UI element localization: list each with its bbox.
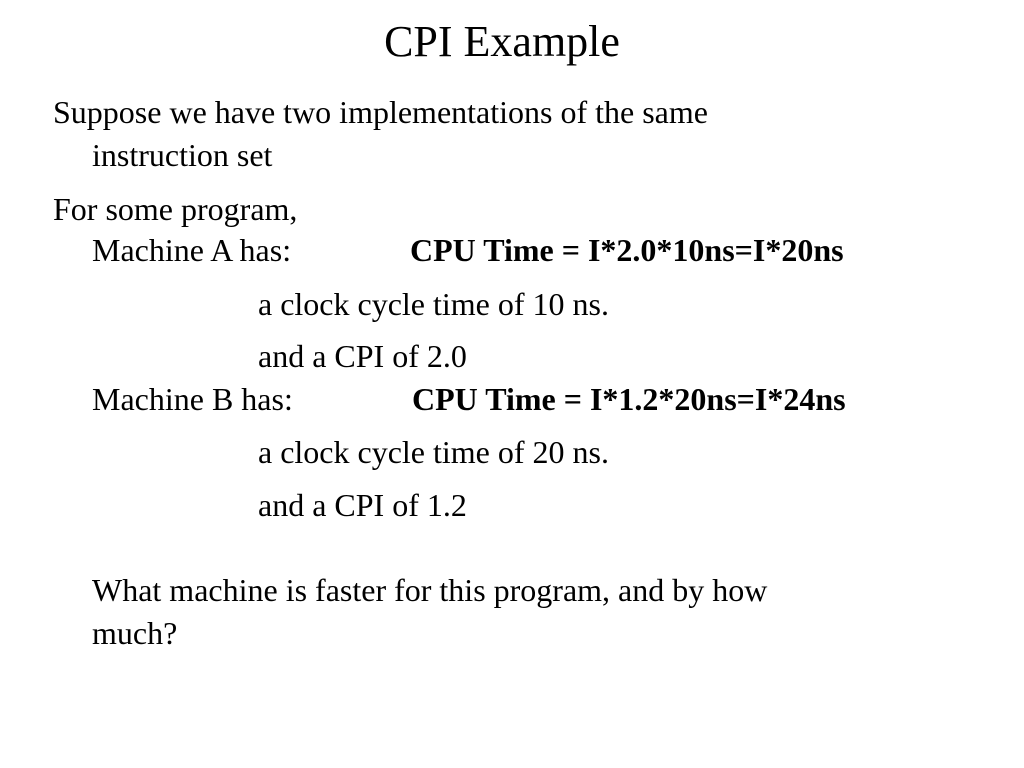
program-intro: For some program,: [53, 191, 298, 227]
machine-b-clock: a clock cycle time of 20 ns.: [258, 434, 609, 470]
question-line-2: much?: [92, 615, 178, 651]
machine-a-clock: a clock cycle time of 10 ns.: [258, 286, 609, 322]
slide-title: CPI Example: [384, 17, 620, 66]
intro-line-1: Suppose we have two implementations of the same: [53, 94, 708, 130]
machine-a-cpu-time: CPU Time = I*2.0*10ns=I*20ns: [410, 232, 844, 268]
intro-line-2: instruction set: [92, 137, 273, 173]
machine-b-label: Machine B has:: [92, 381, 293, 417]
machine-b-cpi: and a CPI of 1.2: [258, 487, 467, 523]
machine-a-label: Machine A has:: [92, 232, 292, 268]
machine-a-cpi: and a CPI of 2.0: [258, 338, 467, 374]
question-line-1: What machine is faster for this program, and by how: [92, 572, 768, 608]
machine-b-cpu-time: CPU Time = I*1.2*20ns=I*24ns: [412, 381, 846, 417]
